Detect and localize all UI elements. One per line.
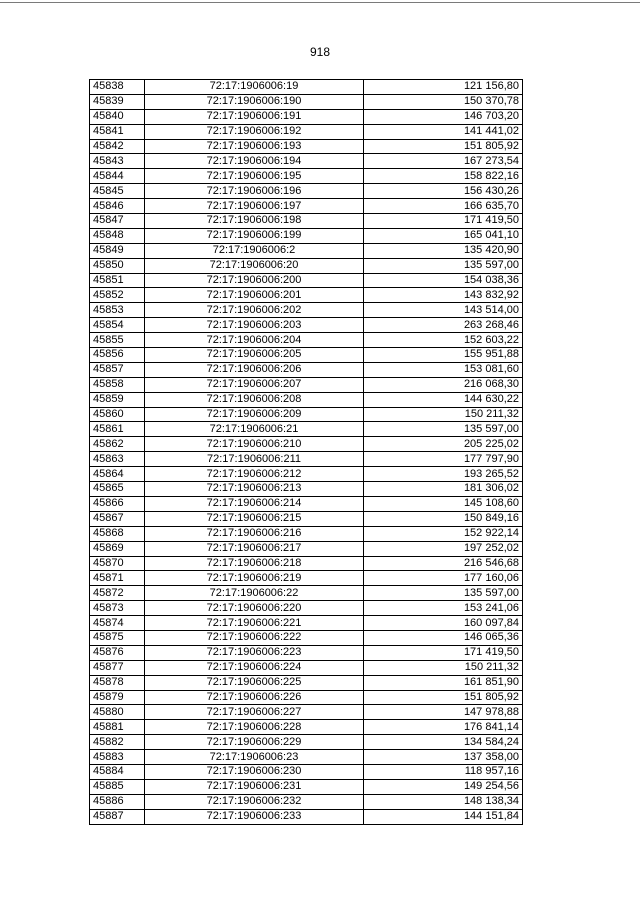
row-number-cell: 45870 <box>90 556 145 571</box>
row-number-cell: 45885 <box>90 779 145 794</box>
table-body <box>90 80 523 825</box>
table-row <box>90 750 523 765</box>
row-number-cell: 45866 <box>90 496 145 511</box>
table-row <box>90 333 523 348</box>
cadastral-code-cell: 72:17:1906006:223 <box>145 645 364 660</box>
amount-cell: 171 419,50 <box>364 214 523 229</box>
cadastral-code-cell: 72:17:1906006:195 <box>145 169 364 184</box>
table-row <box>90 318 523 333</box>
table-row <box>90 496 523 511</box>
amount-cell: 149 254,56 <box>364 779 523 794</box>
table-row <box>90 764 523 779</box>
row-number-cell: 45843 <box>90 154 145 169</box>
row-number-cell: 45860 <box>90 407 145 422</box>
row-number-cell: 45854 <box>90 318 145 333</box>
amount-cell: 145 108,60 <box>364 496 523 511</box>
cadastral-code-cell: 72:17:1906006:224 <box>145 660 364 675</box>
table-row <box>90 437 523 452</box>
page-number: 918 <box>309 45 331 59</box>
table-row <box>90 80 523 95</box>
row-number-cell: 45868 <box>90 526 145 541</box>
amount-cell: 144 151,84 <box>364 809 523 824</box>
amount-cell: 143 514,00 <box>364 303 523 318</box>
table-row <box>90 214 523 229</box>
amount-cell: 153 081,60 <box>364 362 523 377</box>
table-row <box>90 511 523 526</box>
row-number-cell: 45859 <box>90 392 145 407</box>
table-row <box>90 169 523 184</box>
cadastral-code-cell: 72:17:1906006:190 <box>145 94 364 109</box>
table-row <box>90 199 523 214</box>
row-number-cell: 45862 <box>90 437 145 452</box>
cadastral-code-cell: 72:17:1906006:218 <box>145 556 364 571</box>
amount-cell: 150 370,78 <box>364 94 523 109</box>
top-rule <box>0 2 640 3</box>
amount-cell: 263 268,46 <box>364 318 523 333</box>
table-row <box>90 109 523 124</box>
cadastral-code-cell: 72:17:1906006:204 <box>145 333 364 348</box>
table-row <box>90 377 523 392</box>
amount-cell: 166 635,70 <box>364 199 523 214</box>
table-row <box>90 586 523 601</box>
amount-cell: 177 160,06 <box>364 571 523 586</box>
row-number-cell: 45840 <box>90 109 145 124</box>
amount-cell: 216 546,68 <box>364 556 523 571</box>
row-number-cell: 45851 <box>90 273 145 288</box>
cadastral-code-cell: 72:17:1906006:225 <box>145 675 364 690</box>
row-number-cell: 45872 <box>90 586 145 601</box>
row-number-cell: 45838 <box>90 80 145 95</box>
amount-cell: 134 584,24 <box>364 735 523 750</box>
row-number-cell: 45877 <box>90 660 145 675</box>
amount-cell: 146 703,20 <box>364 109 523 124</box>
table-row <box>90 705 523 720</box>
amount-cell: 193 265,52 <box>364 467 523 482</box>
cadastral-code-cell: 72:17:1906006:217 <box>145 541 364 556</box>
amount-cell: 152 922,14 <box>364 526 523 541</box>
cadastral-code-cell: 72:17:1906006:192 <box>145 124 364 139</box>
cadastral-code-cell: 72:17:1906006:198 <box>145 214 364 229</box>
amount-cell: 151 805,92 <box>364 139 523 154</box>
cadastral-code-cell: 72:17:1906006:212 <box>145 467 364 482</box>
amount-cell: 151 805,92 <box>364 690 523 705</box>
table-row <box>90 94 523 109</box>
table-row <box>90 467 523 482</box>
cadastral-code-cell: 72:17:1906006:193 <box>145 139 364 154</box>
amount-cell: 171 419,50 <box>364 645 523 660</box>
row-number-cell: 45853 <box>90 303 145 318</box>
amount-cell: 118 957,16 <box>364 764 523 779</box>
amount-cell: 147 978,88 <box>364 705 523 720</box>
amount-cell: 143 832,92 <box>364 288 523 303</box>
cadastral-code-cell: 72:17:1906006:226 <box>145 690 364 705</box>
row-number-cell: 45858 <box>90 377 145 392</box>
table-row <box>90 601 523 616</box>
cadastral-code-cell: 72:17:1906006:216 <box>145 526 364 541</box>
cadastral-code-cell: 72:17:1906006:221 <box>145 616 364 631</box>
cadastral-code-cell: 72:17:1906006:194 <box>145 154 364 169</box>
cadastral-code-cell: 72:17:1906006:191 <box>145 109 364 124</box>
cadastral-code-cell: 72:17:1906006:197 <box>145 199 364 214</box>
cadastral-code-cell: 72:17:1906006:229 <box>145 735 364 750</box>
table-row <box>90 422 523 437</box>
cadastral-code-cell: 72:17:1906006:21 <box>145 422 364 437</box>
amount-cell: 176 841,14 <box>364 720 523 735</box>
row-number-cell: 45852 <box>90 288 145 303</box>
row-number-cell: 45871 <box>90 571 145 586</box>
table-row <box>90 482 523 497</box>
amount-cell: 156 430,26 <box>364 184 523 199</box>
cadastral-code-cell: 72:17:1906006:203 <box>145 318 364 333</box>
table-row <box>90 720 523 735</box>
amount-cell: 150 211,32 <box>364 660 523 675</box>
table-row <box>90 630 523 645</box>
cadastral-code-cell: 72:17:1906006:2 <box>145 243 364 258</box>
row-number-cell: 45847 <box>90 214 145 229</box>
cadastral-code-cell: 72:17:1906006:196 <box>145 184 364 199</box>
cadastral-code-cell: 72:17:1906006:210 <box>145 437 364 452</box>
row-number-cell: 45844 <box>90 169 145 184</box>
amount-cell: 165 041,10 <box>364 228 523 243</box>
row-number-cell: 45865 <box>90 482 145 497</box>
cadastral-code-cell: 72:17:1906006:207 <box>145 377 364 392</box>
cadastral-code-cell: 72:17:1906006:214 <box>145 496 364 511</box>
amount-cell: 205 225,02 <box>364 437 523 452</box>
amount-cell: 148 138,34 <box>364 794 523 809</box>
cadastral-code-cell: 72:17:1906006:230 <box>145 764 364 779</box>
cadastral-code-cell: 72:17:1906006:227 <box>145 705 364 720</box>
row-number-cell: 45876 <box>90 645 145 660</box>
row-number-cell: 45886 <box>90 794 145 809</box>
amount-cell: 135 597,00 <box>364 586 523 601</box>
table-row <box>90 779 523 794</box>
amount-cell: 144 630,22 <box>364 392 523 407</box>
amount-cell: 181 306,02 <box>364 482 523 497</box>
row-number-cell: 45857 <box>90 362 145 377</box>
row-number-cell: 45849 <box>90 243 145 258</box>
row-number-cell: 45856 <box>90 348 145 363</box>
cadastral-code-cell: 72:17:1906006:208 <box>145 392 364 407</box>
cadastral-code-cell: 72:17:1906006:20 <box>145 258 364 273</box>
table-row <box>90 735 523 750</box>
table-row <box>90 452 523 467</box>
cadastral-code-cell: 72:17:1906006:200 <box>145 273 364 288</box>
amount-cell: 197 252,02 <box>364 541 523 556</box>
cadastral-code-cell: 72:17:1906006:22 <box>145 586 364 601</box>
cadastral-code-cell: 72:17:1906006:201 <box>145 288 364 303</box>
amount-cell: 155 951,88 <box>364 348 523 363</box>
amount-cell: 154 038,36 <box>364 273 523 288</box>
table-row <box>90 184 523 199</box>
row-number-cell: 45878 <box>90 675 145 690</box>
cadastral-code-cell: 72:17:1906006:209 <box>145 407 364 422</box>
table-row <box>90 273 523 288</box>
row-number-cell: 45884 <box>90 764 145 779</box>
cadastral-code-cell: 72:17:1906006:222 <box>145 630 364 645</box>
table-row <box>90 556 523 571</box>
row-number-cell: 45879 <box>90 690 145 705</box>
amount-cell: 153 241,06 <box>364 601 523 616</box>
row-number-cell: 45841 <box>90 124 145 139</box>
cadastral-code-cell: 72:17:1906006:202 <box>145 303 364 318</box>
cadastral-code-cell: 72:17:1906006:211 <box>145 452 364 467</box>
row-number-cell: 45873 <box>90 601 145 616</box>
row-number-cell: 45881 <box>90 720 145 735</box>
row-number-cell: 45848 <box>90 228 145 243</box>
row-number-cell: 45875 <box>90 630 145 645</box>
table-row <box>90 407 523 422</box>
row-number-cell: 45864 <box>90 467 145 482</box>
amount-cell: 137 358,00 <box>364 750 523 765</box>
amount-cell: 135 597,00 <box>364 258 523 273</box>
row-number-cell: 45882 <box>90 735 145 750</box>
cadastral-code-cell: 72:17:1906006:232 <box>145 794 364 809</box>
cadastral-code-cell: 72:17:1906006:19 <box>145 80 364 95</box>
cadastral-code-cell: 72:17:1906006:228 <box>145 720 364 735</box>
cadastral-code-cell: 72:17:1906006:233 <box>145 809 364 824</box>
table-row <box>90 228 523 243</box>
amount-cell: 146 065,36 <box>364 630 523 645</box>
cadastral-code-cell: 72:17:1906006:220 <box>145 601 364 616</box>
row-number-cell: 45867 <box>90 511 145 526</box>
table-row <box>90 243 523 258</box>
amount-cell: 135 597,00 <box>364 422 523 437</box>
row-number-cell: 45863 <box>90 452 145 467</box>
table-row <box>90 362 523 377</box>
table-row <box>90 258 523 273</box>
row-number-cell: 45850 <box>90 258 145 273</box>
amount-cell: 150 849,16 <box>364 511 523 526</box>
table-row <box>90 809 523 824</box>
amount-cell: 158 822,16 <box>364 169 523 184</box>
row-number-cell: 45883 <box>90 750 145 765</box>
table-row <box>90 392 523 407</box>
cadastral-code-cell: 72:17:1906006:215 <box>145 511 364 526</box>
amount-cell: 152 603,22 <box>364 333 523 348</box>
table-row <box>90 794 523 809</box>
row-number-cell: 45842 <box>90 139 145 154</box>
row-number-cell: 45880 <box>90 705 145 720</box>
row-number-cell: 45846 <box>90 199 145 214</box>
row-number-cell: 45845 <box>90 184 145 199</box>
cadastral-code-cell: 72:17:1906006:206 <box>145 362 364 377</box>
amount-cell: 121 156,80 <box>364 80 523 95</box>
row-number-cell: 45887 <box>90 809 145 824</box>
table-row <box>90 616 523 631</box>
row-number-cell: 45839 <box>90 94 145 109</box>
cadastral-code-cell: 72:17:1906006:219 <box>145 571 364 586</box>
table-row <box>90 645 523 660</box>
table-row <box>90 526 523 541</box>
amount-cell: 167 273,54 <box>364 154 523 169</box>
row-number-cell: 45855 <box>90 333 145 348</box>
table-row <box>90 660 523 675</box>
table-row <box>90 348 523 363</box>
cadastral-code-cell: 72:17:1906006:199 <box>145 228 364 243</box>
table-row <box>90 690 523 705</box>
amount-cell: 150 211,32 <box>364 407 523 422</box>
table-row <box>90 139 523 154</box>
table-row <box>90 124 523 139</box>
amount-cell: 161 851,90 <box>364 675 523 690</box>
table-row <box>90 154 523 169</box>
table-row <box>90 303 523 318</box>
row-number-cell: 45874 <box>90 616 145 631</box>
table-row <box>90 571 523 586</box>
amount-cell: 216 068,30 <box>364 377 523 392</box>
row-number-cell: 45869 <box>90 541 145 556</box>
amount-cell: 177 797,90 <box>364 452 523 467</box>
table-row <box>90 288 523 303</box>
cadastral-code-cell: 72:17:1906006:23 <box>145 750 364 765</box>
amount-cell: 160 097,84 <box>364 616 523 631</box>
table-row <box>90 675 523 690</box>
amount-cell: 141 441,02 <box>364 124 523 139</box>
cadastral-code-cell: 72:17:1906006:213 <box>145 482 364 497</box>
cadastral-code-cell: 72:17:1906006:205 <box>145 348 364 363</box>
row-number-cell: 45861 <box>90 422 145 437</box>
table-row <box>90 541 523 556</box>
data-table <box>89 79 523 825</box>
amount-cell: 135 420,90 <box>364 243 523 258</box>
cadastral-code-cell: 72:17:1906006:231 <box>145 779 364 794</box>
